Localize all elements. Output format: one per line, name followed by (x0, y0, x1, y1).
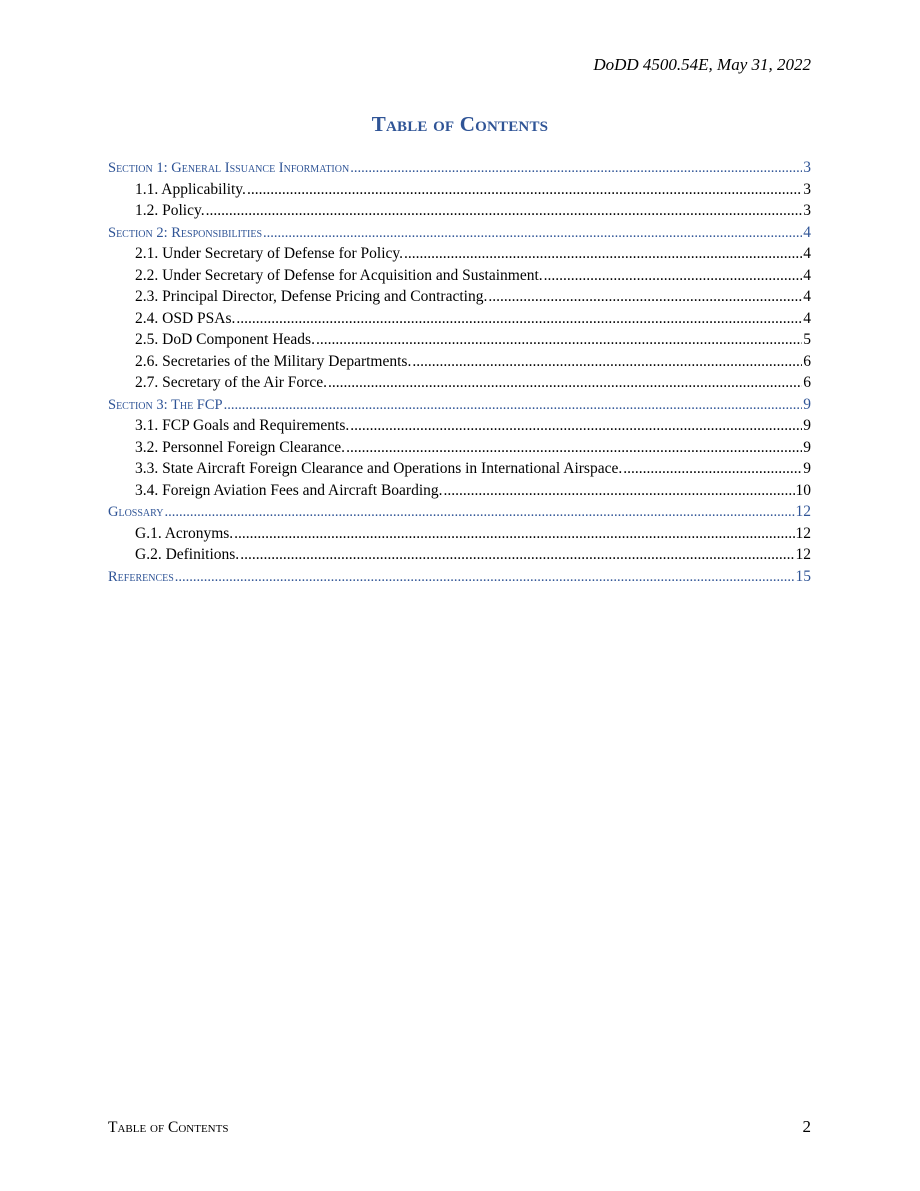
toc-entry-page-number: 4 (803, 245, 811, 262)
toc-entry-label: 2.2. Under Secretary of Defense for Acquisition and Sustainment. (135, 266, 543, 284)
toc-entry-page-number: 3 (803, 180, 811, 198)
toc-section-link[interactable] (108, 394, 811, 416)
table-of-contents (108, 157, 811, 587)
toc-entry-label: 2.4. OSD PSAs. (135, 309, 236, 327)
toc-entry-page-number: 15 (795, 567, 811, 585)
toc-dot-leader (412, 351, 802, 373)
toc-entry-page-number: 5 (803, 331, 811, 348)
toc-entry-label: 3.2. Personnel Foreign Clearance. (135, 438, 346, 456)
toc-subsection-link[interactable] (108, 372, 811, 394)
toc-dot-leader (240, 544, 794, 566)
toc-dot-leader (263, 223, 802, 245)
toc-subsection-link[interactable] (108, 480, 811, 502)
toc-entry-label: Section 3: The FCP (108, 396, 223, 413)
toc-entry-label: 1.2. Policy. (135, 202, 205, 219)
toc-entry-page-number: 9 (803, 438, 811, 456)
toc-dot-leader (328, 372, 802, 394)
toc-entry-label: 3.1. FCP Goals and Requirements. (135, 417, 350, 434)
toc-subsection-link[interactable] (108, 200, 811, 222)
toc-entry-label: Glossary (108, 504, 164, 520)
toc-dot-leader (404, 243, 802, 265)
page-title: Table of Contents (371, 112, 549, 136)
toc-entry-label: Section 2: Responsibilities (108, 224, 263, 241)
toc-dot-leader (346, 437, 802, 459)
toc-entry-page-number: 4 (803, 223, 811, 241)
toc-dot-leader (224, 395, 803, 417)
toc-subsection-link[interactable] (108, 243, 811, 265)
toc-dot-leader (444, 480, 795, 502)
toc-subsection-link[interactable] (108, 329, 811, 351)
toc-entry-label: Section 1: General Issuance Information (108, 160, 350, 176)
toc-subsection-link[interactable] (108, 179, 811, 201)
toc-dot-leader (175, 567, 795, 589)
toc-entry-page-number: 12 (795, 546, 811, 563)
toc-section-link[interactable] (108, 157, 811, 179)
toc-dot-leader (623, 458, 802, 480)
toc-entry-page-number: 6 (803, 352, 811, 370)
toc-entry-page-number: 12 (795, 524, 811, 542)
toc-section-link[interactable] (108, 222, 811, 244)
toc-entry-page-number: 10 (795, 481, 811, 499)
toc-subsection-link[interactable] (108, 351, 811, 373)
toc-section-link[interactable] (108, 566, 811, 588)
toc-entry-page-number: 9 (803, 417, 811, 434)
toc-subsection-link[interactable] (108, 415, 811, 437)
toc-entry-page-number: 9 (803, 395, 811, 413)
toc-dot-leader (316, 329, 802, 351)
toc-subsection-link[interactable] (108, 523, 811, 545)
document-reference: DoDD 4500.54E, May 31, 2022 (593, 55, 811, 74)
toc-entry-page-number: 9 (803, 460, 811, 477)
toc-entry-label: 2.7. Secretary of the Air Force. (135, 374, 327, 391)
toc-entry-page-number: 12 (795, 503, 811, 520)
toc-entry-label: 2.3. Principal Director, Defense Pricing and Contracting. (135, 288, 488, 305)
toc-dot-leader (236, 308, 802, 330)
toc-entry-page-number: 3 (803, 159, 811, 176)
toc-dot-leader (165, 502, 795, 524)
toc-dot-leader (234, 523, 794, 545)
toc-entry-label: 3.3. State Aircraft Foreign Clearance and Operations in International Airspace. (135, 460, 623, 477)
toc-subsection-link[interactable] (108, 286, 811, 308)
footer-page-number: 2 (802, 1117, 811, 1136)
toc-entry-label: 2.1. Under Secretary of Defense for Policy. (135, 245, 403, 262)
toc-entry-label: References (108, 568, 174, 585)
toc-subsection-link[interactable] (108, 458, 811, 480)
toc-dot-leader (247, 179, 802, 201)
toc-entry-page-number: 3 (803, 202, 811, 219)
toc-subsection-link[interactable] (108, 265, 811, 287)
toc-subsection-link[interactable] (108, 437, 811, 459)
toc-entry-label: G.1. Acronyms. (135, 524, 234, 542)
toc-entry-label: 2.5. DoD Component Heads. (135, 331, 315, 348)
toc-dot-leader (350, 158, 802, 180)
toc-entry-label: 1.1. Applicability. (135, 180, 246, 198)
toc-entry-page-number: 6 (803, 374, 811, 391)
toc-entry-page-number: 4 (803, 288, 811, 305)
toc-entry-label: 3.4. Foreign Aviation Fees and Aircraft Boarding. (135, 481, 443, 499)
toc-entry-page-number: 4 (803, 309, 811, 327)
toc-dot-leader (206, 200, 803, 222)
toc-dot-leader (544, 265, 803, 287)
toc-subsection-link[interactable] (108, 544, 811, 566)
toc-dot-leader (488, 286, 802, 308)
toc-section-link[interactable] (108, 501, 811, 523)
toc-entry-label: 2.6. Secretaries of the Military Departments. (135, 352, 412, 370)
toc-entry-page-number: 4 (803, 266, 811, 284)
toc-subsection-link[interactable] (108, 308, 811, 330)
toc-dot-leader (350, 415, 802, 437)
footer-section-name: Table of Contents (108, 1119, 229, 1136)
toc-entry-label: G.2. Definitions. (135, 546, 240, 563)
